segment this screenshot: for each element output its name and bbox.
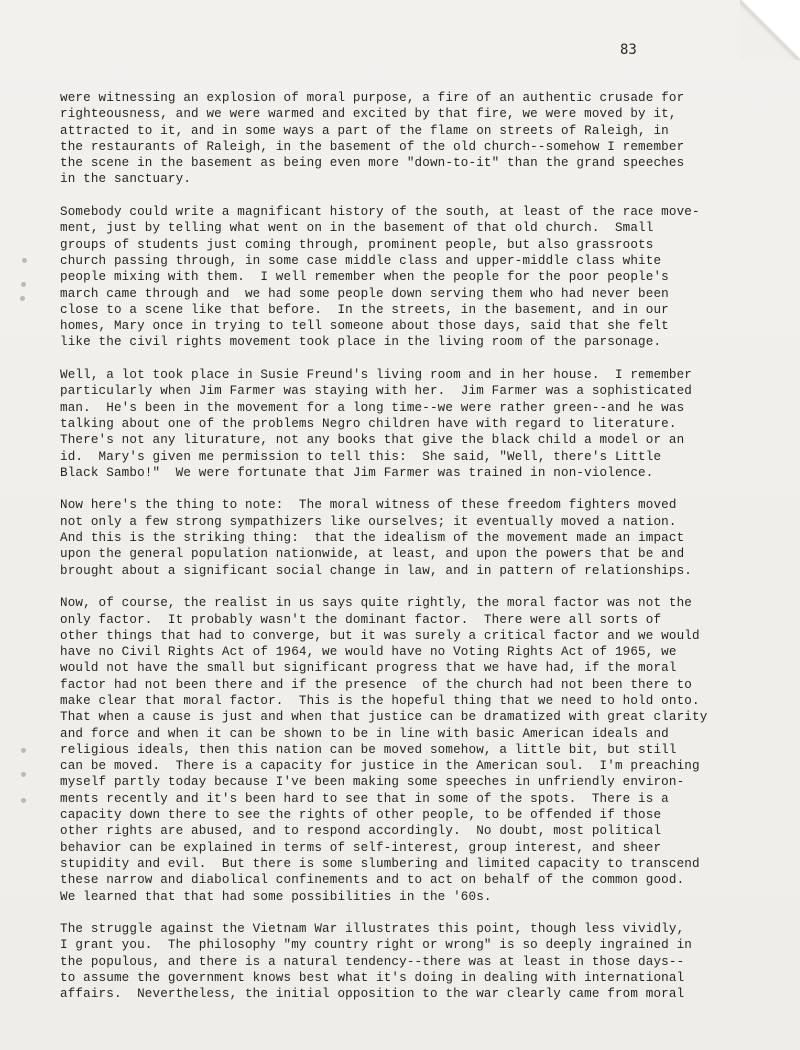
text-line: I grant you. The philosophy "my country right or wrong" is so deeply ingrained in — [60, 938, 693, 953]
text-line: the restaurants of Raleigh, in the basement of the old church--somehow I remember — [60, 139, 685, 154]
text-line: other rights are abused, and to respond accordingly. No doubt, most political — [60, 824, 662, 839]
text-line: talking about one of the problems Negro children have with regard to literature. — [60, 416, 677, 431]
paragraph — [60, 367, 750, 481]
paragraph — [60, 90, 750, 188]
text-line: We learned that that had some possibilities in the '60s. — [60, 889, 492, 904]
paragraph — [60, 497, 750, 578]
text-line: close to a scene like that before. In the streets, in the basement, and in our — [60, 302, 669, 317]
text-line: affairs. Nevertheless, the initial opposition to the war clearly came from moral — [60, 987, 685, 1002]
text-line: make clear that moral factor. This is the hopeful thing that we need to hold onto. — [60, 693, 700, 708]
text-line: man. He's been in the movement for a long time--we were rather green--and he was — [60, 400, 685, 415]
text-line: and force and when it can be shown to be in line with basic American ideals and — [60, 726, 669, 741]
text-line: like the civil rights movement took place in the living room of the parsonage. — [60, 335, 662, 350]
text-line: not only a few strong sympathizers like ourselves; it eventually moved a nation. — [60, 514, 677, 529]
text-line: attracted to it, and in some ways a part of the flame on streets of Raleigh, in — [60, 123, 669, 138]
body-text — [60, 90, 750, 1019]
text-line: church passing through, in some case middle class and upper-middle class white — [60, 253, 662, 268]
margin-mark — [21, 798, 26, 803]
margin-mark — [21, 748, 26, 753]
text-line: only factor. It probably wasn't the dominant factor. There were all sorts of — [60, 612, 662, 627]
paragraph — [60, 595, 750, 905]
text-line: Well, a lot took place in Susie Freund's living room and in her house. I remember — [60, 368, 693, 383]
text-line: There's not any liturature, not any books that give the black child a model or an — [60, 433, 685, 448]
text-line: Black Sambo!" We were fortunate that Jim Farmer was trained in non-violence. — [60, 465, 654, 480]
text-line: other things that had to converge, but it was surely a critical factor and we would — [60, 628, 700, 643]
text-line: upon the general population nationwide, at least, and upon the powers that be and — [60, 547, 685, 562]
text-line: march came through and we had some people down serving them who had never been — [60, 286, 669, 301]
page-corner-fold — [740, 0, 800, 60]
page-number: 83 — [620, 42, 637, 58]
margin-mark — [22, 258, 27, 263]
text-line: brought about a significant social change in law, and in pattern of relationships. — [60, 563, 693, 578]
margin-mark — [21, 772, 26, 777]
text-line: the scene in the basement as being even more "down-to-it" than the grand speeches — [60, 156, 685, 171]
text-line: can be moved. There is a capacity for justice in the American soul. I'm preaching — [60, 759, 700, 774]
paragraph — [60, 921, 750, 1002]
margin-mark — [21, 282, 26, 287]
text-line: these narrow and diabolical confinements and to act on behalf of the common good. — [60, 873, 685, 888]
text-line: religious ideals, then this nation can be moved somehow, a little bit, but still — [60, 742, 677, 757]
text-line: have no Civil Rights Act of 1964, we would have no Voting Rights Act of 1965, we — [60, 645, 677, 660]
text-line: stupidity and evil. But there is some slumbering and limited capacity to transcend — [60, 856, 700, 871]
text-line: Somebody could write a magnificant history of the south, at least of the race move- — [60, 205, 700, 220]
text-line: ments recently and it's been hard to see that in some of the spots. There is a — [60, 791, 669, 806]
text-line: factor had not been there and if the presence of the church had not been there to — [60, 677, 693, 692]
text-line: righteousness, and we were warmed and excited by that fire, we were moved by it, — [60, 107, 677, 122]
text-line: And this is the striking thing: that the idealism of the movement made an impact — [60, 531, 685, 546]
text-line: behavior can be explained in terms of self-interest, group interest, and sheer — [60, 840, 662, 855]
paragraph — [60, 204, 750, 351]
text-line: particularly when Jim Farmer was staying with her. Jim Farmer was a sophisticated — [60, 384, 693, 399]
text-line: the populous, and there is a natural tendency--there was at least in those days-- — [60, 954, 685, 969]
text-line: homes, Mary once in trying to tell someone about those days, said that she felt — [60, 319, 669, 334]
text-line: Now, of course, the realist in us says quite rightly, the moral factor was not the — [60, 596, 693, 611]
text-line: in the sanctuary. — [60, 172, 192, 187]
text-line: myself partly today because I've been making some speeches in unfriendly environ- — [60, 775, 685, 790]
margin-mark — [20, 296, 25, 301]
text-line: capacity down there to see the rights of other people, to be offended if those — [60, 808, 662, 823]
text-line: groups of students just coming through, prominent people, but also grassroots — [60, 237, 654, 252]
text-line: were witnessing an explosion of moral purpose, a fire of an authentic crusade for — [60, 91, 685, 105]
text-line: Now here's the thing to note: The moral witness of these freedom fighters moved — [60, 498, 677, 513]
text-line: to assume the government knows best what it's doing in dealing with international — [60, 971, 685, 986]
text-line: people mixing with them. I well remember when the people for the poor people's — [60, 270, 669, 285]
text-line: The struggle against the Vietnam War illustrates this point, though less vividly, — [60, 922, 685, 937]
text-line: ment, just by telling what went on in the basement of that old church. Small — [60, 221, 654, 236]
text-line: id. Mary's given me permission to tell this: She said, "Well, there's Little — [60, 449, 662, 464]
text-line: That when a cause is just and when that justice can be dramatized with great clarity — [60, 710, 708, 725]
text-line: would not have the small but significant progress that we have had, if the moral — [60, 661, 677, 676]
